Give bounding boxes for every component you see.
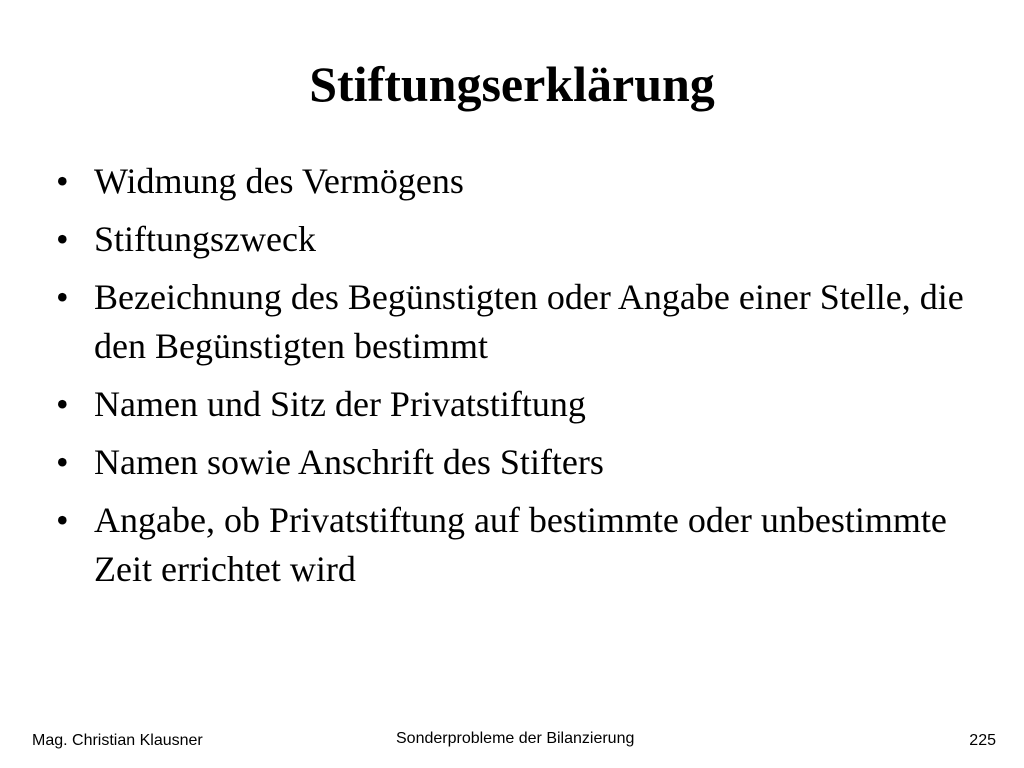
bullet-item — [56, 496, 986, 594]
bullet-item — [56, 215, 986, 264]
bullet-item — [56, 438, 986, 487]
slide-title: Stiftungserklärung — [309, 56, 715, 112]
bullet-list — [56, 157, 986, 603]
footer-subject: Sonderprobleme der Bilanzierung — [396, 730, 635, 747]
bullet-text: Angabe, ob Privatstiftung auf bestimmte oder unbestimmte Zeit errichtet wird — [94, 500, 947, 589]
footer-author: Mag. Christian Klausner — [32, 732, 203, 749]
bullet-item — [56, 273, 986, 371]
bullet-item — [56, 380, 986, 429]
bullet-marker: • — [56, 219, 69, 259]
bullet-marker: • — [56, 500, 69, 540]
bullet-text: Namen und Sitz der Privatstiftung — [94, 384, 586, 424]
bullet-marker: • — [56, 442, 69, 482]
footer-page-number: 225 — [969, 732, 996, 749]
bullet-text: Widmung des Vermögens — [94, 161, 464, 201]
bullet-text: Namen sowie Anschrift des Stifters — [94, 442, 604, 482]
bullet-text: Stiftungszweck — [94, 219, 316, 259]
bullet-item — [56, 157, 986, 206]
bullet-marker: • — [56, 384, 69, 424]
bullet-marker: • — [56, 277, 69, 317]
bullet-text: Bezeichnung des Begünstigten oder Angabe einer Stelle, die den Begünstigten bestimmt — [94, 277, 964, 366]
bullet-marker: • — [56, 161, 69, 201]
